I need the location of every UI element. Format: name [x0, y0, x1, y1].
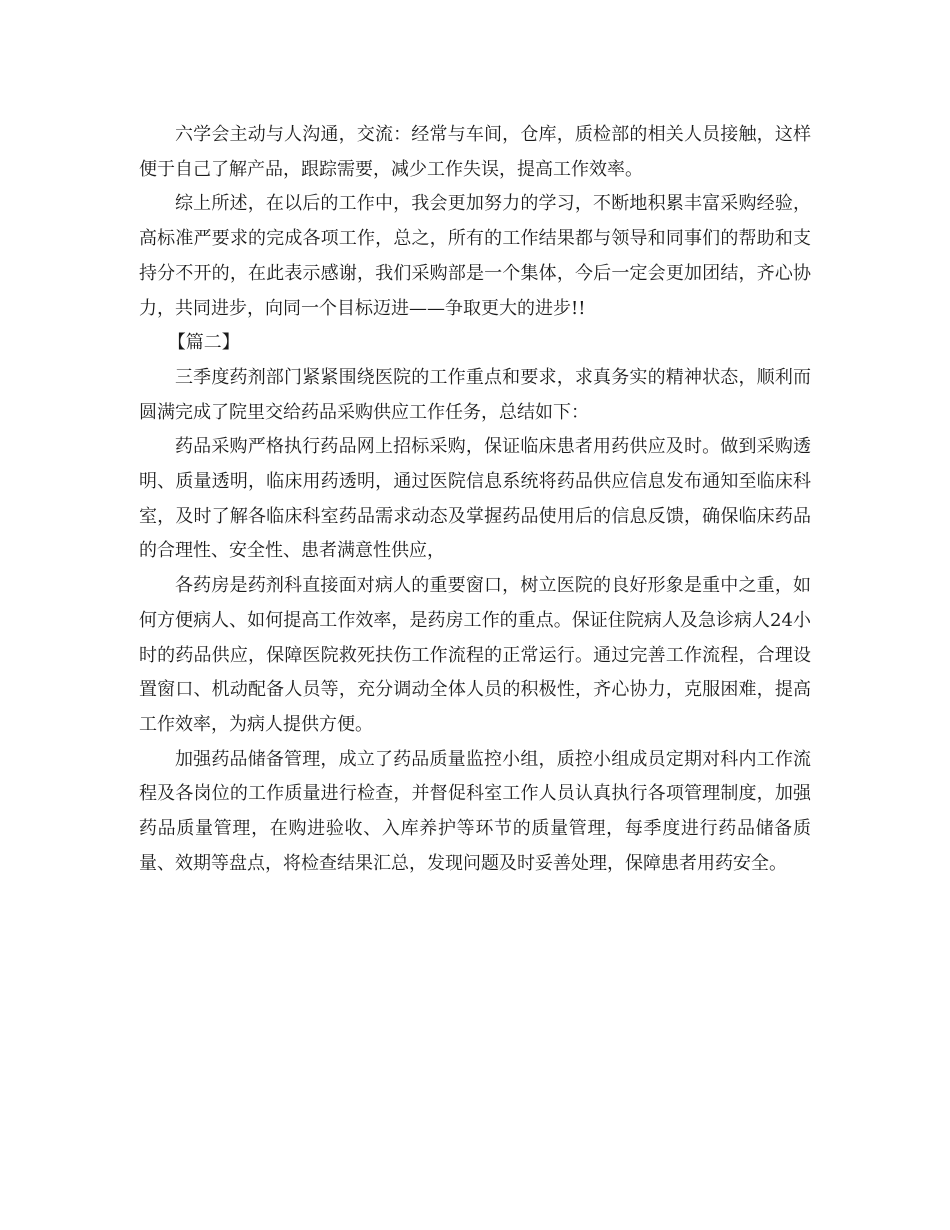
paragraph-communication: 六学会主动与人沟通，交流：经常与车间，仓库，质检部的相关人员接触，这样便于自己了解产品，跟踪需要，减少工作失误，提高工作效率。	[139, 124, 811, 180]
paragraph-third-quarter-intro: 三季度药剂部门紧紧围绕医院的工作重点和要求，求真务实的精神状态，顺利而圆满完成了院里交给药品采购供应工作任务，总结如下：	[139, 366, 811, 423]
section-heading-part-two: 【篇二】	[167, 332, 240, 354]
paragraph-drug-storage: 加强药品储备管理，成立了药品质量监控小组，质控小组成员定期对科内工作流程及各岗位的工作质量进行检查，并督促科室工作人员认真执行各项管理制度，加强药品质量管理，在购进验收、入库养护等环节的质量管理，每季度进行药品储备质量、效期等盘点，将检查结果汇总，发现问题及时妥善处理，保障患者用药安全。	[139, 748, 811, 874]
paragraph-pharmacy-window: 各药房是药剂科直接面对病人的重要窗口，树立医院的良好形象是重中之重，如何方便病人、如何提高工作效率，是药房工作的重点。保证住院病人及急诊病人24小时的药品供应，保障医院救死扶伤工作流程的正常运行。通过完善工作流程，合理设置窗口、机动配备人员等，充分调动全体人员的积极性，齐心协力，克服困难，提高工作效率，为病人提供方便。	[139, 575, 811, 735]
document-body	[139, 118, 811, 881]
paragraph-summary: 综上所述，在以后的工作中，我会更加努力的学习，不断地积累丰富采购经验，高标准严要求的完成各项工作，总之，所有的工作结果都与领导和同事们的帮助和支持分不开的，在此表示感谢，我们采购部是一个集体，今后一定会更加团结，齐心协力，共同进步，向同一个目标迈进——争取更大的进步!!	[139, 193, 811, 319]
paragraph-drug-procurement: 药品采购严格执行药品网上招标采购，保证临床患者用药供应及时。做到采购透明、质量透明，临床用药透明，通过医院信息系统将药品供应信息发布通知至临床科室，及时了解各临床科室药品需求动态及掌握药品使用后的信息反馈，确保临床药品的合理性、安全性、患者满意性供应，	[139, 436, 811, 562]
